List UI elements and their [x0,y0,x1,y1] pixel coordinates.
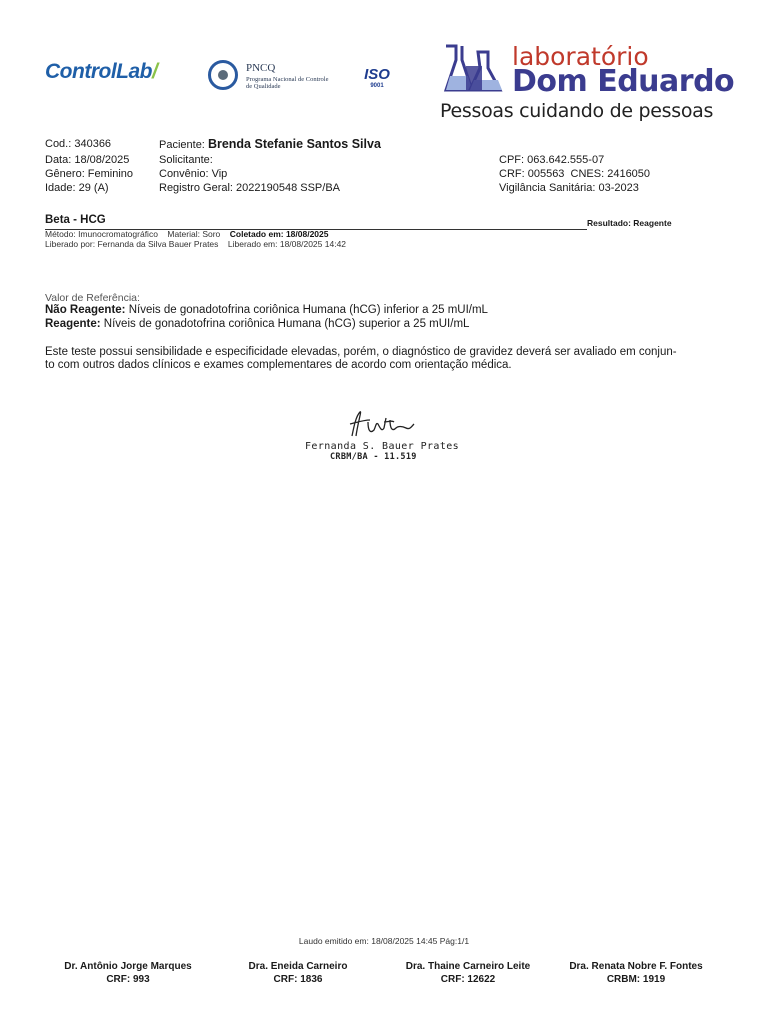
idade: Idade: 29 (A) [45,182,109,194]
controllab-logo-text: ControlLab [45,60,152,83]
iso-number: 9001 [370,83,384,89]
signature-block [300,408,460,468]
test-result: Resultado: Reagente [587,218,672,228]
doctor-registration: CRF: 993 [106,974,150,985]
doctor-signatory [378,960,558,986]
iso-logo [360,66,394,89]
coletado: Coletado em: 18/08/2025 [229,229,329,239]
note-line-2: to com outros dados clínicos e exames complementares de acordo com orientação médica. [45,359,512,371]
laudo-emitido: Laudo emitido em: 18/08/2025 14:45 Pág:1/1 [298,936,470,946]
nao-reagente-label: Não Reagente: [45,304,126,316]
solicitante: Solicitante: [159,154,213,166]
test-meta-row2 [45,239,346,249]
patient-label: Paciente: [159,139,205,151]
crf-cnes: CRF: 005563 CNES: 2416050 [499,168,651,180]
doctor-registration: CRBM: 1919 [606,974,666,985]
test-title: Beta - HCG [45,214,106,226]
signature-crbm: CRBM/BA - 11.519 [330,452,417,462]
nao-reagente-text: Níveis de gonadotofrina coriônica Humana (hCG) inferior a 25 mUI/mL [125,304,488,316]
lab-flask-icon [440,42,506,96]
material: Material: Soro [167,229,221,239]
metodo: Método: Imunocromatográfico [45,229,158,239]
clinical-note [45,346,730,372]
lab-slogan: Pessoas cuidando de pessoas [440,100,714,122]
patient-name: Brenda Stefanie Santos Silva [207,137,381,151]
pncq-logo [208,60,328,104]
reference-label: Valor de Referência: [45,292,140,304]
doctor-registration: CRF: 12622 [440,974,496,985]
note-line-1: Este teste possui sensibilidade e especificidade elevadas, porém, o diagnóstico de gravidez deverá ser avaliado em conjun- [45,346,677,358]
lab-logo-top: laboratório [512,42,649,71]
reference-reagente [45,318,469,330]
doctor-registration: CRF: 1836 [273,974,323,985]
lab-logo-name: Dom Eduardo [512,64,735,99]
doctor-signatory [208,960,388,986]
convenio: Convênio: Vip [159,168,228,180]
test-meta-row1 [45,229,329,239]
reagente-text: Níveis de gonadotofrina coriônica Humana (hCG) superior a 25 mUI/mL [100,318,470,330]
doctor-name: Dra. Thaine Carneiro Leite [405,961,531,972]
controllab-logo [45,60,157,84]
doctor-signatory [546,960,726,986]
signature-scribble-icon [340,408,420,442]
controllab-swoosh-icon: / [151,60,158,83]
pncq-subtitle: Programa Nacional de Controle de Qualidade [246,76,329,90]
cpf: CPF: 063.642.555-07 [499,154,605,166]
vigilancia-sanitaria: Vigilância Sanitária: 03-2023 [499,182,639,194]
doctor-signatory [38,960,218,986]
registro-geral: Registro Geral: 2022190548 SSP/BA [159,182,341,194]
liberado-em: Liberado em: 18/08/2025 14:42 [227,239,347,249]
doctor-name: Dr. Antônio Jorge Marques [64,961,192,972]
patient-field [159,137,381,152]
liberado-por: Liberado por: Fernanda da Silva Bauer Prates [45,239,219,249]
genero: Gênero: Feminino [45,168,134,180]
cod: Cod.: 340366 [45,138,112,150]
pncq-title: PNCQ [246,62,276,74]
pncq-circle-icon [208,60,238,90]
doctor-name: Dra. Renata Nobre F. Fontes [569,961,703,972]
reference-nao-reagente [45,304,488,316]
iso-title: ISO [364,66,390,83]
reagente-label: Reagente: [45,318,101,330]
doctor-name: Dra. Eneida Carneiro [248,961,348,972]
exam-date: Data: 18/08/2025 [45,154,130,166]
signature-name: Fernanda S. Bauer Prates [305,441,460,452]
